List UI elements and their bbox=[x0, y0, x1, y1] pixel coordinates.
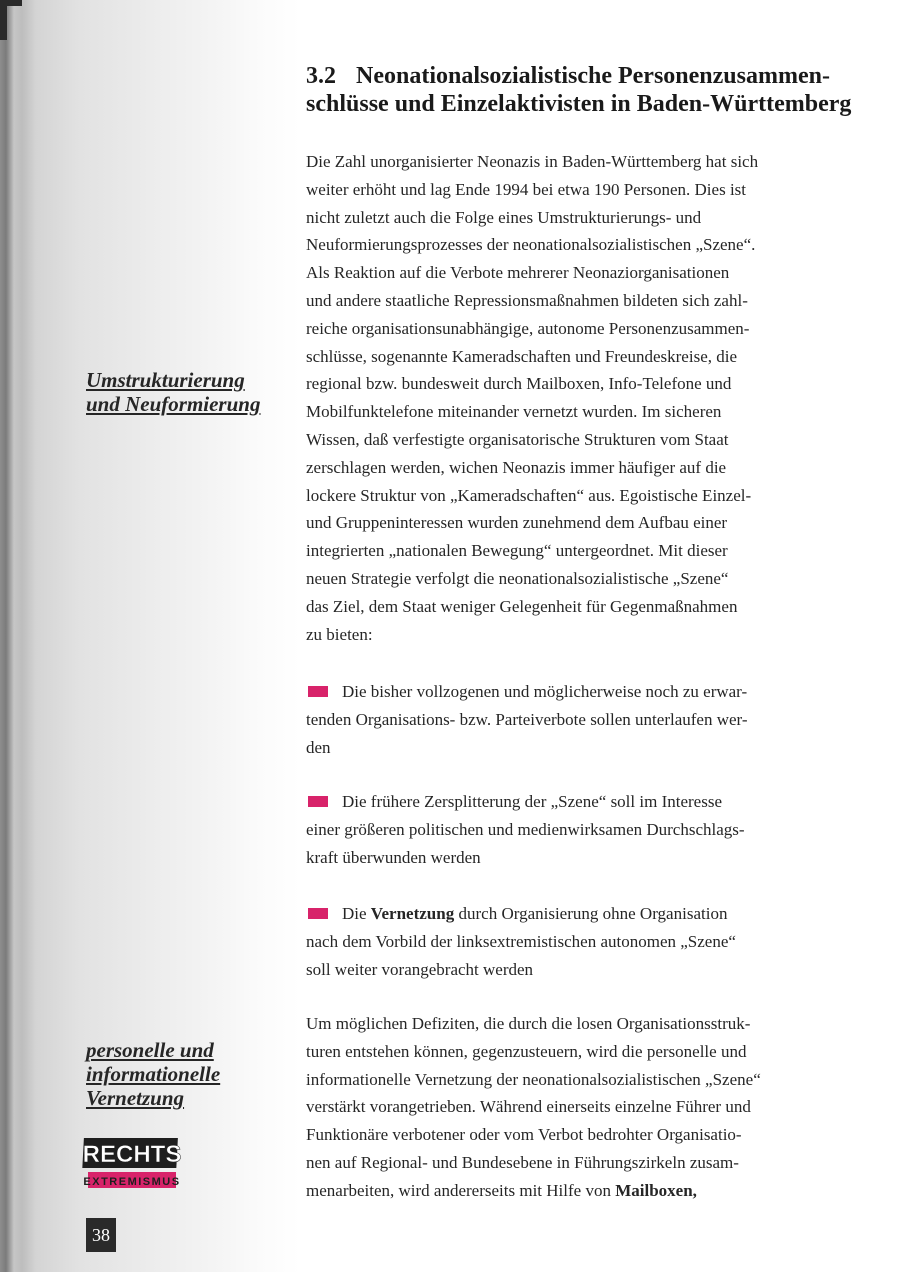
text-line: verstärkt vorangetrieben. Während einerseits einzelne Führer und bbox=[306, 1097, 751, 1117]
corner-mark-vertical bbox=[0, 0, 7, 40]
section-number: 3.2 bbox=[306, 63, 336, 89]
text-line: nen auf Regional- und Bundesebene in Führungszirkeln zusam- bbox=[306, 1152, 739, 1172]
margin-note-line: Umstrukturierung bbox=[86, 368, 245, 392]
text-line: turen entstehen können, gegenzusteuern, wird die personelle und bbox=[306, 1041, 747, 1061]
bullet-text: Die frühere Zersplitterung der „Szene“ soll im Interesse bbox=[342, 792, 722, 811]
heading-title-part: Neonationalsozialistische Personenzusammen- bbox=[356, 63, 830, 89]
text-line: weiter erhöht und lag Ende 1994 bei etwa 190 Personen. Dies ist bbox=[306, 179, 747, 199]
text-line: soll weiter vorangebracht werden bbox=[306, 959, 534, 979]
sidebar-margin bbox=[0, 0, 300, 1272]
margin-note-vernetzung bbox=[86, 1038, 286, 1110]
text-line: Als Reaktion auf die Verbote mehrerer Neonaziorganisationen bbox=[306, 263, 730, 283]
bullet-item-verbote bbox=[306, 678, 826, 761]
text-line bbox=[306, 900, 826, 928]
text-line: reiche organisationsunabhängige, autonome Personenzusammen- bbox=[306, 318, 750, 338]
bullet-item-zersplitterung bbox=[306, 788, 826, 871]
bullet-marker-icon bbox=[308, 908, 328, 919]
text-line bbox=[306, 1177, 826, 1205]
margin-note-line: Vernetzung bbox=[86, 1086, 185, 1110]
bullet-item-vernetzung bbox=[306, 900, 826, 983]
bullet-text: durch Organisierung ohne Organisation bbox=[454, 904, 728, 923]
text-segment: menarbeiten, wird andererseits mit Hilfe von bbox=[306, 1180, 616, 1200]
text-line: kraft überwunden werden bbox=[306, 847, 481, 867]
logo-text-rechts: RECHTS bbox=[82, 1141, 182, 1168]
text-line: neuen Strategie verfolgt die neonationalsozialistische „Szene“ bbox=[306, 568, 729, 588]
text-line bbox=[306, 788, 826, 816]
bullet-marker-icon bbox=[308, 796, 328, 807]
page-number: 38 bbox=[86, 1218, 116, 1252]
text-line: nach dem Vorbild der linksextremistischen autonomen „Szene“ bbox=[306, 931, 736, 951]
paragraph-vernetzung bbox=[306, 1010, 826, 1205]
text-line: informationelle Vernetzung der neonationalsozialistischen „Szene“ bbox=[306, 1069, 761, 1089]
heading-line-2: schlüsse und Einzelaktivisten in Baden-Württemberg bbox=[306, 91, 852, 117]
bullet-marker-icon bbox=[308, 686, 328, 697]
text-line: Neuformierungsprozesses der neonationalsozialistischen „Szene“. bbox=[306, 235, 756, 255]
text-line: Die Zahl unorganisierter Neonazis in Baden-Württemberg hat sich bbox=[306, 152, 759, 171]
margin-note-umstrukturierung bbox=[86, 368, 286, 416]
margin-note-line: informationelle bbox=[86, 1062, 221, 1086]
bold-term: Mailboxen, bbox=[615, 1180, 697, 1200]
text-line: schlüsse, sogenannte Kameradschaften und Freundeskreise, die bbox=[306, 346, 738, 366]
margin-note-line: personelle und bbox=[86, 1038, 214, 1062]
text-line: den bbox=[306, 737, 331, 757]
text-line: das Ziel, dem Staat weniger Gelegenheit für Gegenmaßnahmen bbox=[306, 596, 738, 616]
section-heading bbox=[306, 62, 866, 118]
text-line: und andere staatliche Repressionsmaßnahmen bildeten sich zahl- bbox=[306, 290, 748, 310]
text-line: zu bieten: bbox=[306, 624, 373, 644]
bullet-text: Die bisher vollzogenen und möglicherweise noch zu erwar- bbox=[342, 682, 748, 701]
text-line bbox=[306, 678, 826, 706]
text-line: Wissen, daß verfestigte organisatorische Strukturen vom Staat bbox=[306, 429, 729, 449]
text-line: lockere Struktur von „Kameradschaften“ aus. Egoistische Einzel- bbox=[306, 485, 752, 505]
bold-term: Vernetzung bbox=[370, 904, 455, 923]
text-line: Mobilfunktelefone miteinander vernetzt wurden. Im sicheren bbox=[306, 402, 722, 422]
text-line: einer größeren politischen und medienwirksamen Durchschlags- bbox=[306, 819, 745, 839]
text-line: tenden Organisations- bzw. Parteiverbote sollen unterlaufen wer- bbox=[306, 709, 748, 729]
margin-note-line: und Neuformierung bbox=[86, 392, 261, 416]
paragraph-intro bbox=[306, 148, 826, 648]
text-line: Funktionäre verbotener oder vom Verbot bedrohter Organisatio- bbox=[306, 1125, 742, 1145]
logo-text-extremismus: EXTREMISMUS bbox=[83, 1176, 181, 1188]
text-line: nicht zuletzt auch die Folge eines Umstrukturierungs- und bbox=[306, 207, 702, 227]
text-line: zerschlagen werden, wichen Neonazis immer häufiger auf die bbox=[306, 457, 727, 477]
text-line: und Gruppeninteressen wurden zunehmend dem Aufbau einer bbox=[306, 513, 728, 533]
bullet-text: Die bbox=[342, 904, 371, 923]
heading-line-1 bbox=[306, 62, 866, 90]
text-line: Um möglichen Defiziten, die durch die losen Organisationsstruk- bbox=[306, 1014, 751, 1033]
text-line: regional bzw. bundesweit durch Mailboxen, Info-Telefone und bbox=[306, 374, 732, 394]
text-line: integrierten „nationalen Bewegung“ untergeordnet. Mit dieser bbox=[306, 541, 728, 561]
rechtsextremismus-logo bbox=[82, 1136, 182, 1192]
